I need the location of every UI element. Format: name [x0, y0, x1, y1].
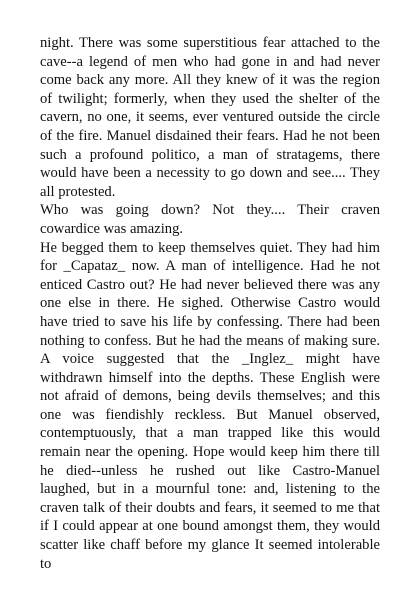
paragraph-1: night. There was some superstitious fear attached to the cave--a legend of men who had gone in and had never come back any more. All they knew of it was the region of twilight; formerly, when they used the shelter of the cavern, no one, it seems, ever ventured outside the circle of the fire. Manuel disdained their fears. Had he not been such a profound politico, a man of stratagems, there would have been a necessity to go down and see.... They all protested. — [40, 35, 380, 200]
paragraph-2: Who was going down? Not they.... Their craven cowardice was amazing. — [40, 202, 380, 237]
paragraph-3: He begged them to keep themselves quiet. They had him for _Capataz_ now. A man of intelligence. Had he not enticed Castro out? He had never believed there was any one else in there. He sighed. Otherwise Castro would have tried to save his life by confessing. There had been nothing to confess. But he had the means of making sure. A voice suggested that the _Inglez_ might have withdrawn himself into the depths. These English were not afraid of demons, being devils themselves; and this one was fiendishly reckless. But Manuel observed, contemptuously, that a man trapped like this would remain near the opening. Hope would keep him there till he died--unless he rushed out like Castro-Manuel laughed, but in a mournful tone: and, listening to the craven talk of their doubts and fears, it seemed to me that if I could appear at one bound amongst them, they would scatter like chaff before my glance It seemed intolerable to — [40, 239, 380, 572]
page-text — [40, 34, 380, 573]
